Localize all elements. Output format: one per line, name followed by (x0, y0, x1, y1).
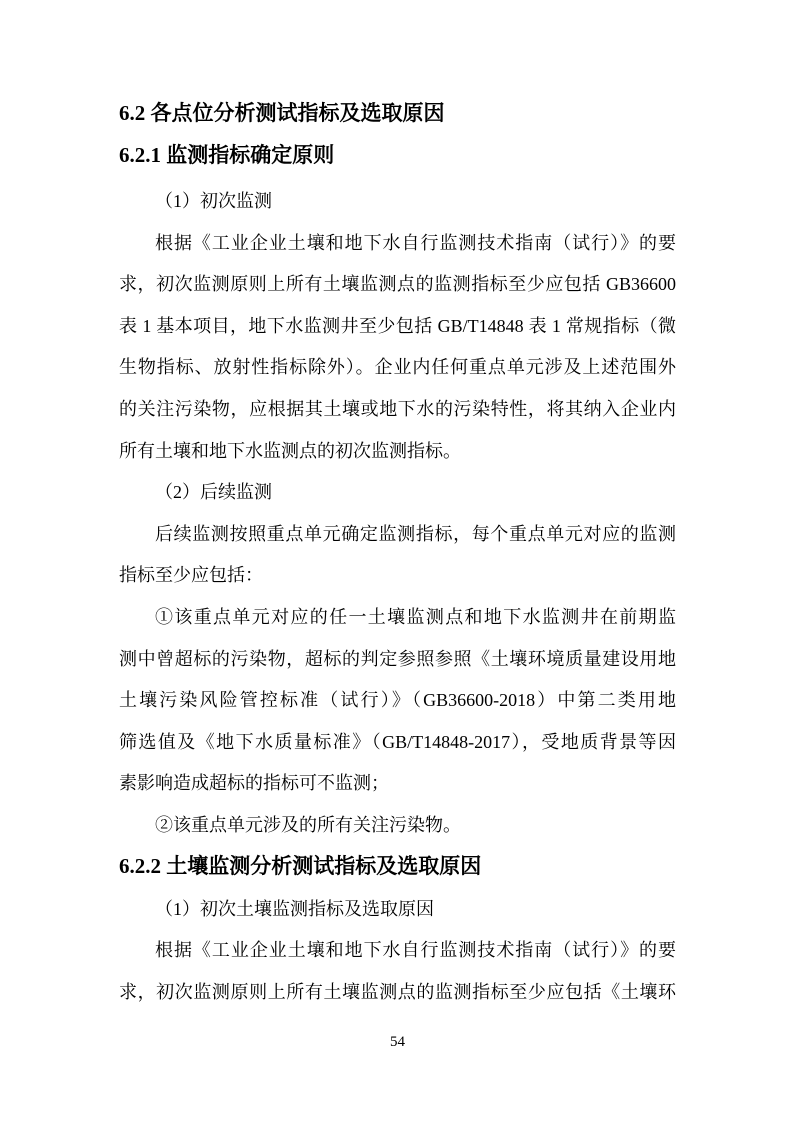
paragraph-followup-monitoring-body (119, 514, 676, 597)
section-heading-6-2: 6.2 各点位分析测试指标及选取原因 (119, 101, 445, 125)
subsection-heading-6-2-2: 6.2.2 土壤监测分析测试指标及选取原因 (119, 853, 482, 878)
text-line: （2）后续监测 (155, 482, 272, 503)
text-line: 生物指标、放射性指标除外）。企业内任何重点单元涉及上述范围外 (119, 357, 676, 378)
text-line: 测中曾超标的污染物，超标的判定参照参照《土壤环境质量建设用地 (119, 648, 676, 669)
text-line: 指标至少应包括： (119, 565, 263, 586)
text-line: 素影响造成超标的指标可不监测； (119, 773, 389, 794)
page-number: 54 (390, 1034, 405, 1050)
paragraph-initial-monitoring-body (119, 223, 676, 473)
paragraph-item-1 (119, 597, 676, 805)
text-line: 后续监测按照重点单元确定监测指标，每个重点单元对应的监测 (155, 523, 676, 544)
text-line: 表 1 基本项目，地下水监测井至少包括 GB/T14848 表 1 常规指标（微 (119, 315, 676, 336)
text-line: 根据《工业企业土壤和地下水自行监测技术指南（试行）》的要 (155, 232, 676, 253)
text-line: （1）初次监测 (155, 191, 272, 211)
paragraph-soil-initial-body (119, 930, 676, 1013)
paragraph-item-2 (119, 805, 676, 847)
text-line: 所有土壤和地下水监测点的初次监测指标。 (119, 440, 461, 461)
text-line: ①该重点单元对应的任一土壤监测点和地下水监测井在前期监 (155, 606, 676, 627)
text-line: 求，初次监测原则上所有土壤监测点的监测指标至少应包括 GB36600 (119, 274, 676, 295)
text-line: 的关注污染物，应根据其土壤或地下水的污染特性，将其纳入企业内 (119, 398, 676, 419)
text-line: 求，初次监测原则上所有土壤监测点的监测指标至少应包括《土壤环 (119, 981, 676, 1002)
text-line: 筛选值及《地下水质量标准》（GB/T14848-2017），受地质背景等因 (119, 731, 676, 752)
paragraph-soil-initial-label (119, 889, 676, 931)
text-line: 土壤污染风险管控标准（试行）》（GB36600-2018）中第二类用地 (119, 690, 676, 711)
paragraph-followup-monitoring-label (119, 472, 676, 514)
subsection-heading-6-2-1: 6.2.1 监测指标确定原则 (119, 143, 335, 167)
text-line: 根据《工业企业土壤和地下水自行监测技术指南（试行）》的要 (155, 940, 676, 961)
document-body (119, 0, 676, 1013)
paragraph-initial-monitoring-label (119, 181, 676, 223)
text-line: ②该重点单元涉及的所有关注污染物。 (155, 814, 461, 835)
text-line: （1）初次土壤监测指标及选取原因 (155, 898, 434, 919)
